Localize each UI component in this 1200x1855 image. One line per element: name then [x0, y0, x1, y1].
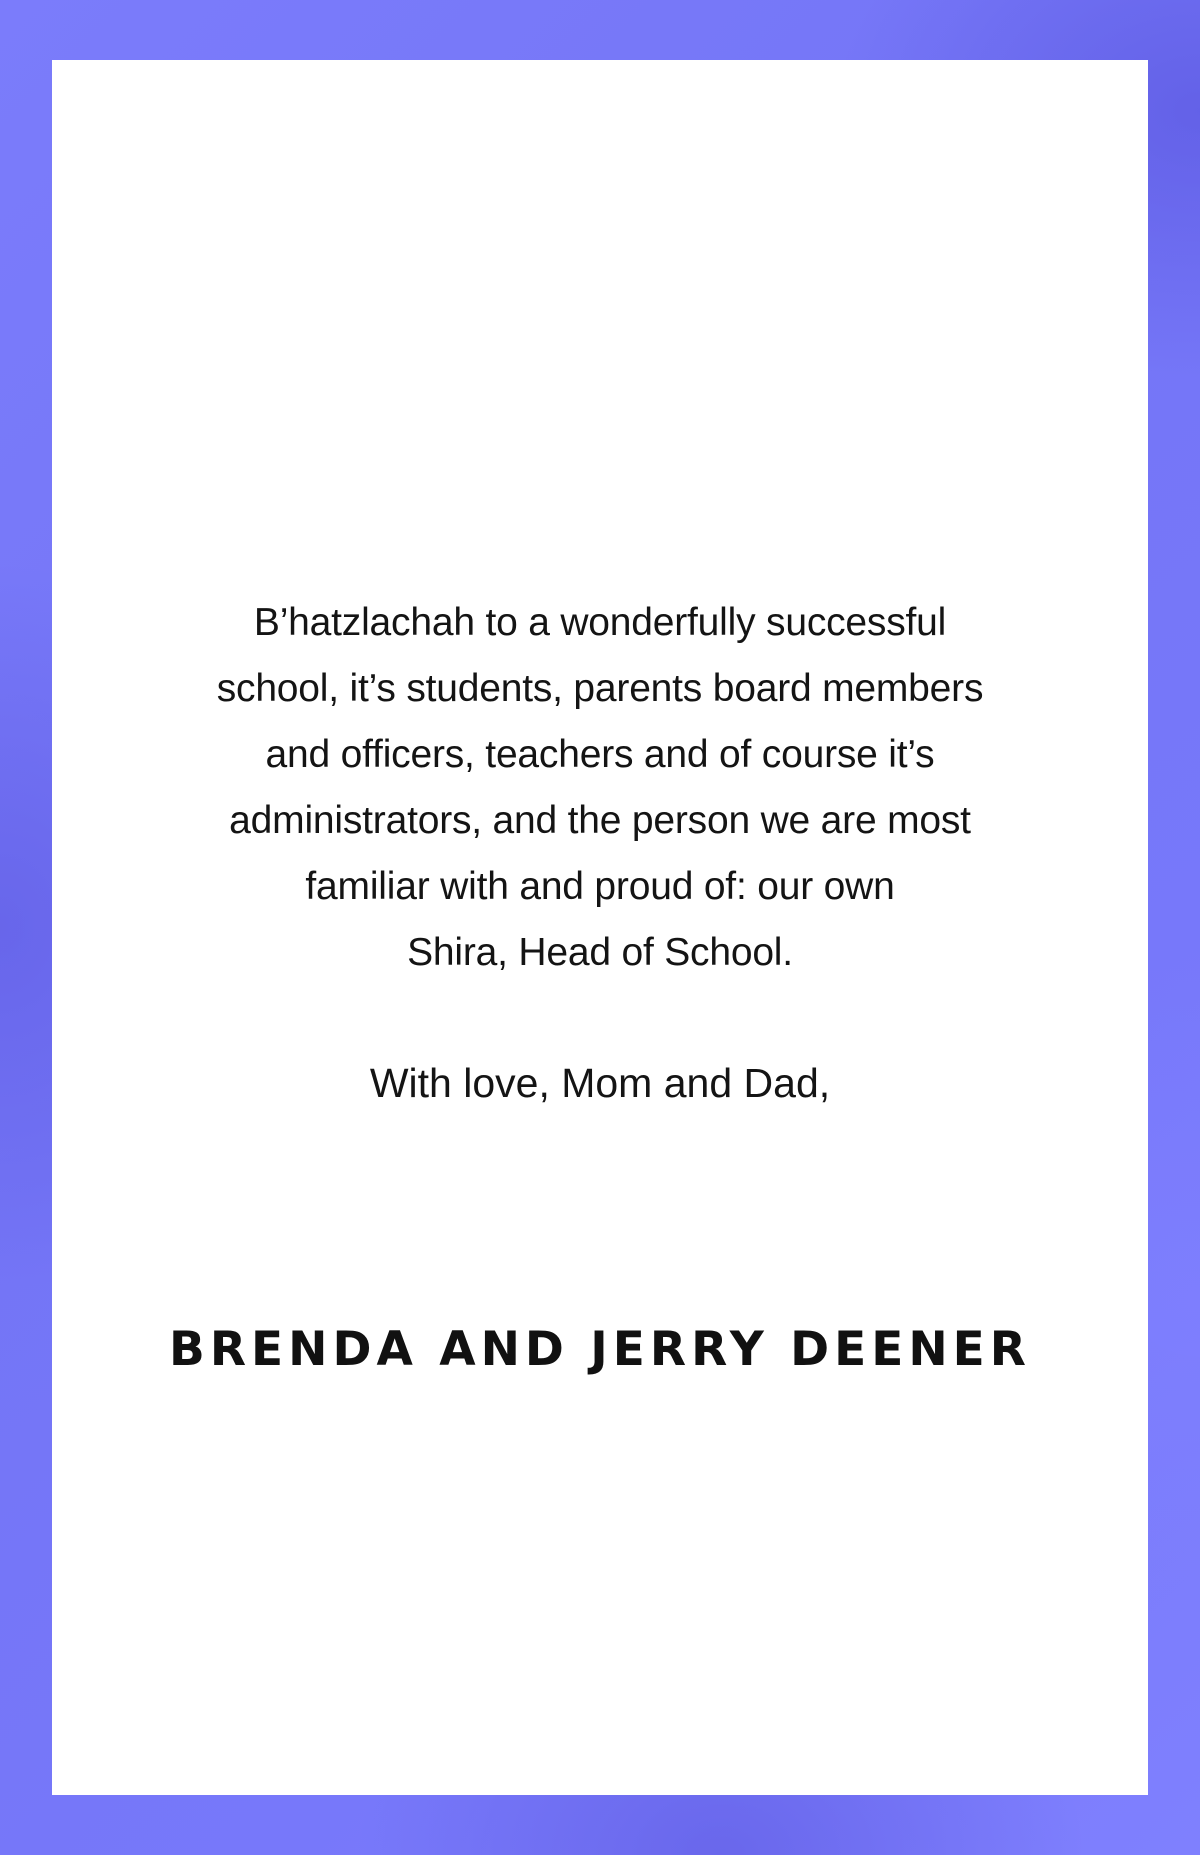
signoff-line: With love, Mom and Dad, — [369, 1060, 831, 1106]
message-line: and officers, teachers and of course it’s — [265, 733, 935, 776]
message-line: familiar with and proud of: our own — [305, 865, 895, 908]
ad-card — [52, 60, 1148, 1795]
message-line: school, it’s students, parents board members — [216, 667, 984, 710]
message-line: Shira, Head of School. — [407, 931, 793, 974]
message-line: administrators, and the person we are most — [229, 799, 971, 842]
tribute-message — [52, 590, 1148, 986]
message-line: B’hatzlachah to a wonderfully successful — [253, 601, 947, 644]
donor-names: BRENDA AND JERRY DEENER — [169, 1322, 1031, 1377]
